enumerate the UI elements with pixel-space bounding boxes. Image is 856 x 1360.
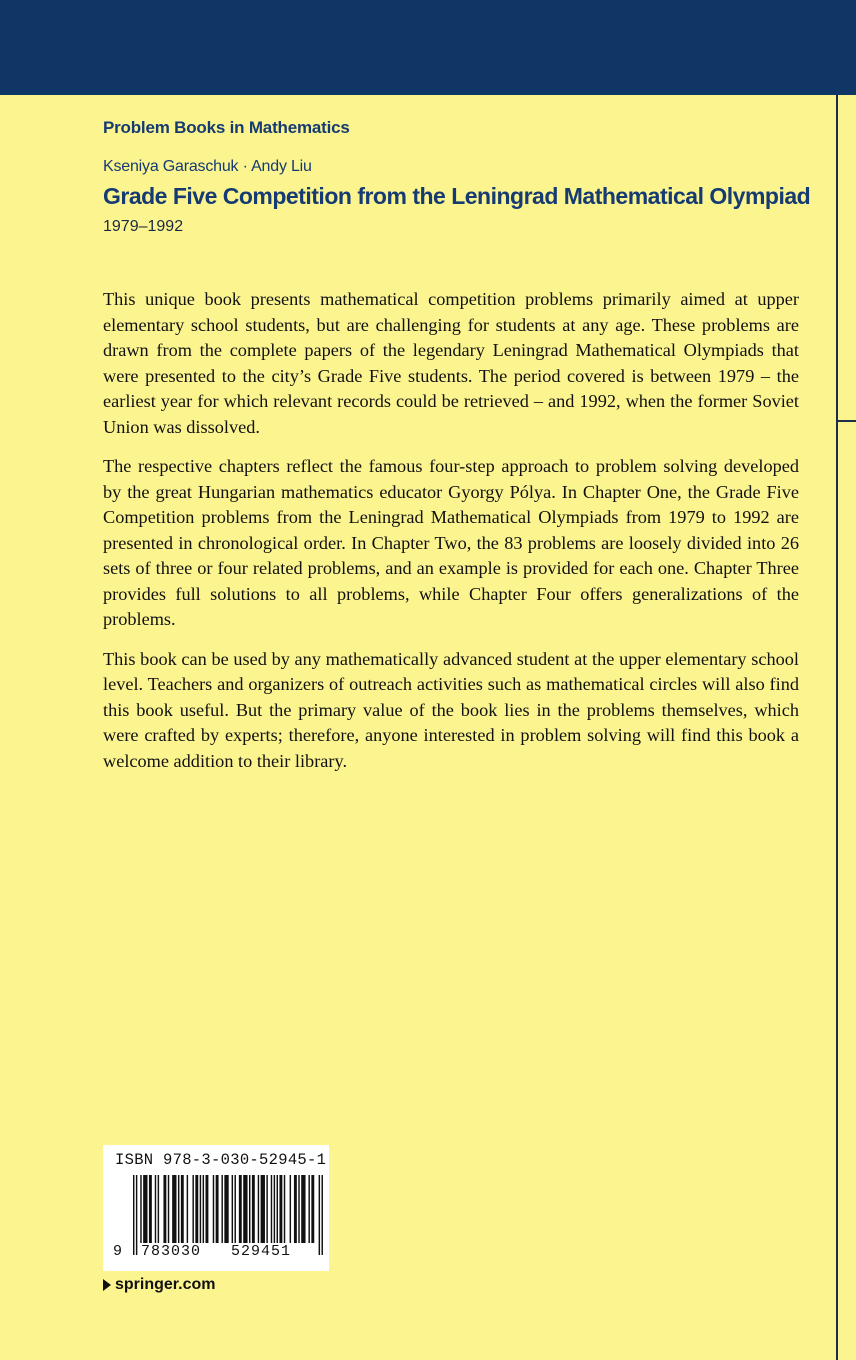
barcode-bar: [192, 1175, 193, 1243]
publisher-website[interactable]: [103, 1276, 215, 1294]
barcode-bar: [301, 1175, 305, 1243]
barcode-bar: [203, 1175, 204, 1243]
barcode-bar: [206, 1175, 209, 1243]
barcode-bar: [274, 1175, 275, 1243]
barcode-bar: [277, 1175, 278, 1243]
barcode-bar: [266, 1175, 267, 1243]
ean-first-digit: 9: [113, 1243, 123, 1260]
barcode-bar: [143, 1175, 147, 1243]
barcode-bar: [200, 1175, 201, 1243]
barcode-bar: [149, 1175, 152, 1243]
barcode-bar: [163, 1175, 166, 1243]
isbn-label: ISBN 978-3-030-52945-1: [115, 1151, 327, 1169]
barcode-bar: [294, 1175, 297, 1243]
barcode-bar: [168, 1175, 169, 1243]
barcode-bar: [216, 1175, 219, 1243]
barcode-bar: [178, 1175, 179, 1243]
description-paragraph-1: This unique book presents mathematical competition problems primarily aimed at upper elementary school students, but are challenging for students at any age. These problems are drawn from the complete papers of the legendary Leningrad Mathematical Olympiads that were presented to the city’s Grade Five students. The period covered is between 1979 – the earliest year for which relevant records could be retrieved – and 1992, when the former Soviet Union was dissolved.: [103, 289, 799, 437]
barcode-bar: [322, 1175, 323, 1255]
series-title: Problem Books in Mathematics: [103, 118, 350, 137]
barcode-bar: [252, 1175, 255, 1243]
description-paragraph-2: The respective chapters reflect the famous four-step approach to problem solving developed by the great Hungarian mathematics educator Gyorgy Pólya. In Chapter One, the Grade Five Competition problems from the Leningrad Mathematical Olympiads from 1979 to 1992 are presented in chronological order. In Chapter Two, the 83 problems are loosely divided into 26 sets of three or four related problems, and an example is provided for each one. Chapter Three provides full solutions to all problems, while Chapter Four offers generalizations of the problems.: [103, 456, 799, 629]
barcode-bar: [239, 1175, 242, 1243]
barcode-panel: [103, 1145, 329, 1271]
barcode-bar: [158, 1175, 159, 1243]
book-description: [103, 287, 799, 788]
barcode-bar: [249, 1175, 250, 1243]
spine-tick-mark: [836, 420, 856, 422]
book-title: Grade Five Competition from the Leningrad Mathematical Olympiad: [103, 183, 811, 209]
book-authors: Kseniya Garaschuk · Andy Liu: [103, 158, 312, 175]
barcode-bar: [172, 1175, 176, 1243]
barcode-bar: [261, 1175, 265, 1243]
barcode-bar: [221, 1175, 222, 1243]
barcode-bar: [181, 1175, 184, 1243]
book-year-range: 1979–1992: [103, 218, 184, 235]
barcode-bar: [232, 1175, 233, 1243]
barcode-bar: [155, 1175, 156, 1243]
spine-edge-line: [836, 95, 838, 1360]
barcode-bar: [319, 1175, 320, 1255]
ean-left-digits: 783030: [141, 1243, 202, 1260]
barcode-bar: [187, 1175, 188, 1243]
barcode-bar: [284, 1175, 285, 1243]
top-color-band: [0, 0, 856, 95]
ean-right-digits: 529451: [231, 1243, 292, 1260]
barcode-bar: [308, 1175, 309, 1243]
barcode-bar: [258, 1175, 259, 1243]
barcode-bar: [213, 1175, 214, 1243]
barcode-bar: [290, 1175, 291, 1243]
barcode-bar: [136, 1175, 137, 1255]
barcode-bar: [224, 1175, 228, 1243]
barcode-bar: [311, 1175, 314, 1243]
description-paragraph-3: This book can be used by any mathematically advanced student at the upper elementary school level. Teachers and organizers of outreach activities such as mathematical circles will also find this book useful. But the primary value of the book lies in the problems themselves, which were crafted by experts; therefore, anyone interested in problem solving will find this book a welcome addition to their library.: [103, 648, 799, 771]
barcode-bar: [279, 1175, 282, 1243]
website-label: springer.com: [115, 1276, 216, 1293]
barcode-bar: [133, 1175, 134, 1255]
barcode-bar: [298, 1175, 299, 1243]
barcode-bar: [271, 1175, 272, 1243]
barcode-bar: [235, 1175, 236, 1243]
barcode-bar: [140, 1175, 141, 1243]
barcode-bar: [195, 1175, 198, 1243]
arrow-right-icon: [103, 1279, 111, 1291]
barcode-bar: [243, 1175, 247, 1243]
